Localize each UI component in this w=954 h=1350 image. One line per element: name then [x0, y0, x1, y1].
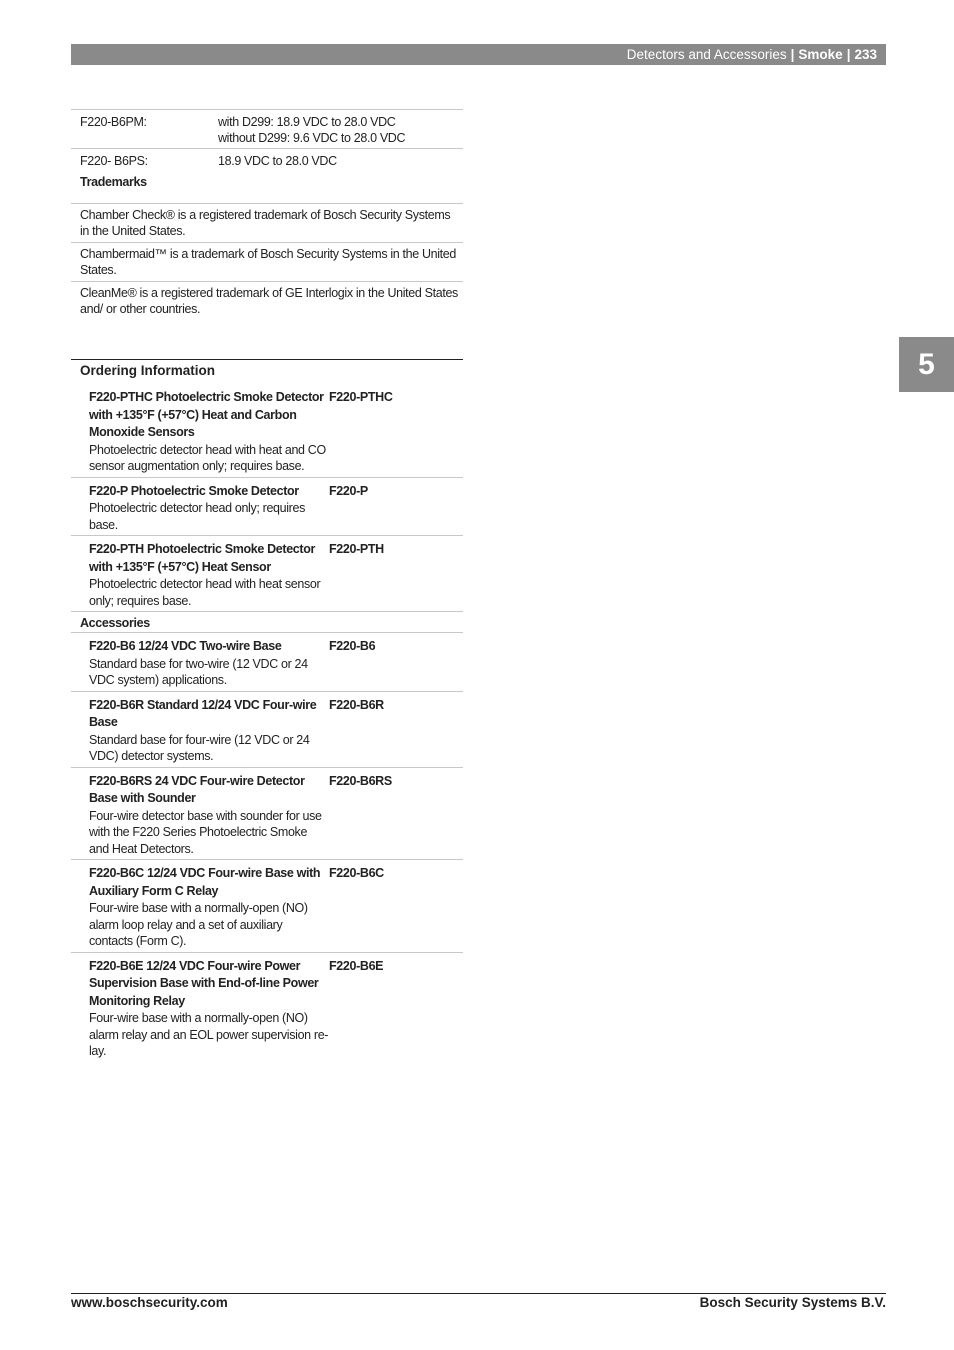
accessory-description: Four-wire detector base with sounder for use with the F220 Series Photoelectric Smoke and Heat Detectors.	[89, 808, 322, 856]
accessory-row	[71, 632, 463, 691]
footer-url: www.boschsecurity.com	[71, 1295, 228, 1310]
header-section: Detectors and Accessories	[626, 47, 787, 62]
footer-company: Bosch Security Systems B.V.	[699, 1295, 886, 1310]
accessory-description: Four-wire base with a normally-open (NO) alarm loop relay and a set of auxiliary contacts (Form C).	[89, 901, 308, 948]
accessory-name: F220-B6E 12/24 VDC Four-wire Power Supervision Base with End-of-line Power Monitoring Relay	[89, 958, 319, 1008]
spec-row	[71, 148, 463, 173]
page-header	[71, 44, 886, 65]
accessory-code: F220-B6RS	[329, 773, 392, 788]
trademark-item: Chambermaid™ is a trademark of Bosch Security Systems in the United States.	[71, 242, 463, 281]
accessory-code: F220-B6C	[329, 866, 384, 880]
product-description: Photoelectric detector head with heat and CO sensor augmentation only; requires base.	[89, 442, 326, 473]
header-separator: |	[790, 47, 795, 62]
accessory-row	[71, 952, 463, 1062]
product-description: Photoelectric detector head only; requires base.	[89, 501, 305, 532]
accessory-description: Standard base for two-wire (12 VDC or 24 VDC system) applications.	[89, 656, 308, 687]
ordering-title: Ordering Information	[71, 359, 463, 378]
header-category: Smoke	[798, 47, 843, 62]
footer-divider	[71, 1293, 886, 1294]
spec-value: 18.9 VDC to 28.0 VDC	[218, 154, 337, 168]
spec-key: F220-B6PM:	[80, 115, 147, 129]
product-code: F220-PTHC	[329, 390, 393, 404]
trademarks-heading: Trademarks	[80, 175, 147, 189]
accessory-code: F220-B6	[329, 639, 376, 653]
accessory-name: F220-B6RS 24 VDC Four-wire Detector Base with Sounder	[89, 773, 305, 805]
accessory-name: F220-B6 12/24 VDC Two-wire Base	[89, 639, 282, 653]
trademark-item: Chamber Check® is a registered trademark of Bosch Security Systems in the United States.	[71, 203, 463, 242]
header-page-number: 233	[854, 47, 877, 62]
accessory-code: F220-B6E	[329, 958, 384, 973]
product-code: F220-P	[329, 483, 368, 498]
spec-value: with D299: 18.9 VDC to 28.0 VDC without D299: 9.6 VDC to 28.0 VDC	[218, 115, 406, 145]
product-name: F220-PTHC Photoelectric Smoke Detector with +135°F (+57°C) Heat and Carbon Monoxide Sensors	[89, 390, 324, 439]
product-code: F220-PTH	[329, 542, 384, 556]
accessory-name: F220-B6C 12/24 VDC Four-wire Base with Auxiliary Form C Relay	[89, 866, 321, 898]
product-row	[71, 535, 463, 611]
accessory-name: F220-B6R Standard 12/24 VDC Four-wire Base	[89, 697, 317, 729]
product-row	[71, 477, 463, 536]
accessory-description: Standard base for four-wire (12 VDC or 24 VDC) detector systems.	[89, 732, 310, 763]
accessory-row	[71, 767, 463, 860]
product-description: Photoelectric detector head with heat sensor only; requires base.	[89, 577, 321, 608]
accessory-description: Four-wire base with a normally-open (NO) alarm relay and an EOL power supervision re- lay.	[89, 1011, 329, 1058]
product-name: F220-P Photoelectric Smoke Detector	[89, 483, 299, 498]
accessories-heading: Accessories	[71, 611, 463, 632]
accessory-row	[71, 691, 463, 767]
spec-key: F220- B6PS:	[80, 154, 148, 168]
product-row	[71, 384, 463, 477]
specs-table	[71, 109, 463, 320]
chapter-tab: 5	[899, 337, 954, 392]
trademark-item: CleanMe® is a registered trademark of GE Interlogix in the United States and/ or other countries.	[71, 281, 463, 320]
product-name: F220-PTH Photoelectric Smoke Detector with +135°F (+57°C) Heat Sensor	[89, 542, 316, 574]
ordering-table	[71, 384, 463, 1062]
spec-row	[71, 109, 463, 148]
header-separator: |	[846, 47, 851, 62]
accessory-code: F220-B6R	[329, 697, 384, 712]
accessory-row	[71, 859, 463, 952]
